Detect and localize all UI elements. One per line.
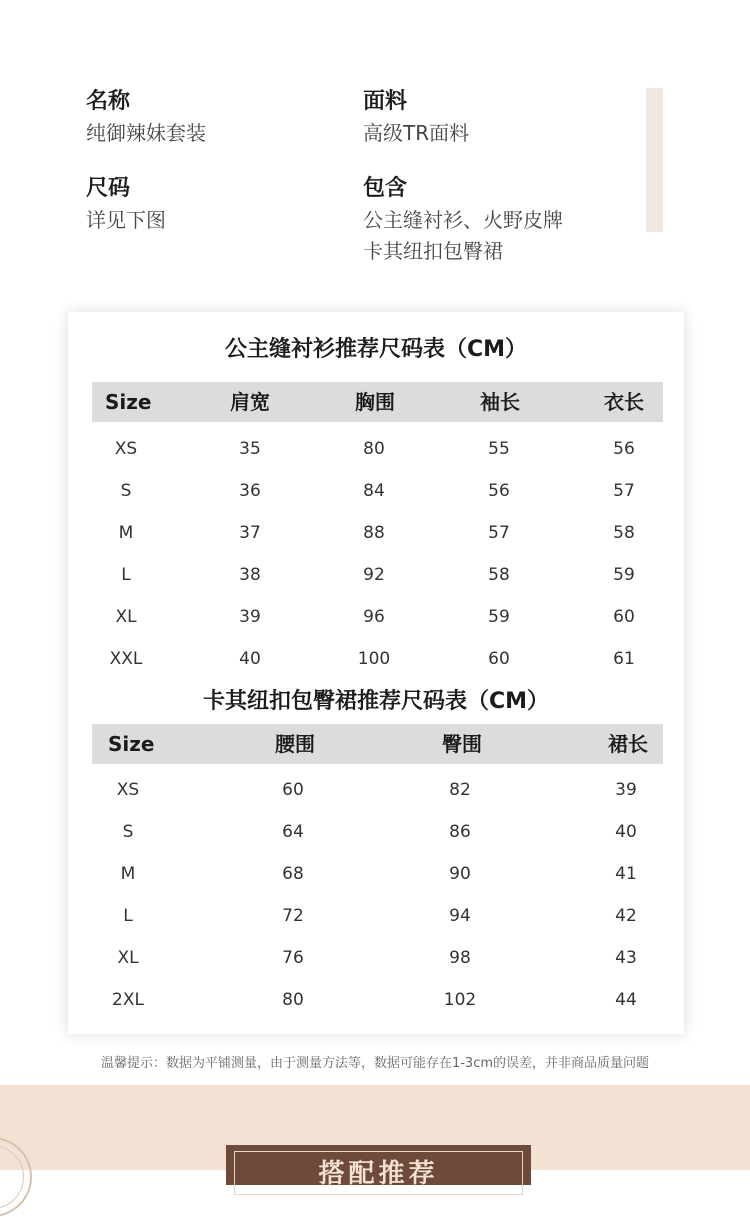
skirt-cell: 60 — [282, 780, 304, 800]
shirt-cell: 37 — [239, 523, 261, 543]
shirt-cell: M — [118, 523, 134, 543]
shirt-header-chest: 胸围 — [355, 390, 395, 414]
shirt-header-length: 衣长 — [604, 390, 644, 414]
banner-title: 搭配推荐 — [318, 1159, 439, 1189]
skirt-header-hip: 臀围 — [442, 732, 482, 756]
info-fabric — [363, 88, 469, 149]
skirt-cell: XL — [117, 948, 139, 968]
skirt-cell: 41 — [615, 864, 637, 884]
shirt-row — [92, 644, 663, 674]
shirt-cell: 59 — [488, 607, 510, 627]
skirt-cell: 76 — [282, 948, 304, 968]
skirt-cell: 44 — [615, 990, 637, 1010]
skirt-row — [92, 901, 663, 931]
shirt-cell: 40 — [239, 649, 261, 669]
shirt-table-title: 公主缝衬衫推荐尺码表（CM） — [224, 337, 528, 362]
skirt-row — [92, 775, 663, 805]
shirt-row — [92, 602, 663, 632]
info-fabric-label: 面料 — [363, 89, 408, 114]
skirt-cell: M — [120, 864, 136, 884]
shirt-cell: 35 — [239, 439, 261, 459]
shirt-cell: 88 — [363, 523, 385, 543]
shirt-cell: 58 — [613, 523, 635, 543]
skirt-cell: 2XL — [112, 990, 144, 1010]
shirt-cell: 39 — [239, 607, 261, 627]
shirt-cell: 38 — [239, 565, 261, 585]
info-size-label: 尺码 — [86, 176, 131, 201]
skirt-cell: 64 — [282, 822, 304, 842]
shirt-cell: 61 — [613, 649, 635, 669]
shirt-cell: 56 — [613, 439, 635, 459]
skirt-cell: 68 — [282, 864, 304, 884]
shirt-cell: 55 — [488, 439, 510, 459]
recommendation-section — [0, 1085, 750, 1189]
shirt-cell: L — [121, 565, 131, 585]
measurement-note: 温馨提示：数据为平铺测量，由于测量方法等，数据可能存在1-3cm的误差，并非商品质量问题 — [100, 1056, 650, 1071]
skirt-cell: 72 — [282, 906, 304, 926]
shirt-row — [92, 434, 663, 464]
info-name-label: 名称 — [86, 89, 131, 114]
skirt-row — [92, 859, 663, 889]
shirt-cell: 84 — [363, 481, 385, 501]
recommendation-banner — [226, 1145, 531, 1189]
skirt-table-header — [92, 724, 663, 764]
shirt-cell: 80 — [363, 439, 385, 459]
skirt-cell: S — [122, 822, 134, 842]
skirt-cell: 42 — [615, 906, 637, 926]
info-includes-line-1: 公主缝衬衫、火野皮牌 — [363, 208, 563, 232]
skirt-row — [92, 817, 663, 847]
skirt-cell: 39 — [615, 780, 637, 800]
shirt-cell: 57 — [488, 523, 510, 543]
skirt-header-waist: 腰围 — [275, 732, 315, 756]
info-name-value: 纯御辣妹套装 — [86, 121, 206, 145]
skirt-cell: 102 — [443, 990, 477, 1010]
skirt-header-length: 裙长 — [608, 732, 648, 756]
shirt-cell: 56 — [488, 481, 510, 501]
shirt-cell: 36 — [239, 481, 261, 501]
shirt-cell: 57 — [613, 481, 635, 501]
shirt-cell: 58 — [488, 565, 510, 585]
shirt-table-header — [92, 382, 663, 422]
skirt-cell: 90 — [449, 864, 471, 884]
info-size — [86, 175, 166, 236]
size-table-card — [68, 312, 684, 1034]
shirt-row — [92, 560, 663, 590]
skirt-table-title: 卡其纽扣包臀裙推荐尺码表（CM） — [202, 689, 550, 714]
skirt-cell: L — [123, 906, 133, 926]
skirt-cell: 43 — [615, 948, 637, 968]
shirt-cell: S — [120, 481, 132, 501]
info-name — [86, 88, 206, 149]
info-fabric-value: 高级TR面料 — [363, 121, 470, 145]
skirt-cell: 80 — [282, 990, 304, 1010]
shirt-header-sleeve: 袖长 — [480, 390, 520, 414]
shirt-cell: XL — [115, 607, 137, 627]
shirt-cell: XS — [114, 439, 138, 459]
info-includes-line-2: 卡其纽扣包臀裙 — [363, 239, 503, 263]
shirt-header-shoulder: 肩宽 — [230, 390, 270, 414]
shirt-row — [92, 476, 663, 506]
shirt-row — [92, 518, 663, 548]
skirt-header-size: Size — [108, 732, 155, 756]
shirt-cell: 60 — [613, 607, 635, 627]
shirt-cell: 96 — [363, 607, 385, 627]
skirt-row — [92, 943, 663, 973]
shirt-cell: 92 — [363, 565, 385, 585]
skirt-cell: XS — [116, 780, 140, 800]
decorative-side-bar — [646, 88, 663, 232]
info-includes-value — [363, 205, 563, 267]
skirt-cell: 40 — [615, 822, 637, 842]
shirt-cell: 60 — [488, 649, 510, 669]
skirt-cell: 98 — [449, 948, 471, 968]
info-includes — [363, 175, 563, 267]
shirt-header-size: Size — [105, 390, 152, 414]
skirt-cell: 94 — [449, 906, 471, 926]
info-includes-label: 包含 — [363, 176, 408, 201]
info-size-value: 详见下图 — [86, 208, 166, 232]
shirt-cell: XXL — [109, 649, 143, 669]
skirt-cell: 82 — [449, 780, 471, 800]
shirt-cell: 100 — [357, 649, 391, 669]
skirt-cell: 86 — [449, 822, 471, 842]
skirt-row — [92, 985, 663, 1015]
shirt-cell: 59 — [613, 565, 635, 585]
